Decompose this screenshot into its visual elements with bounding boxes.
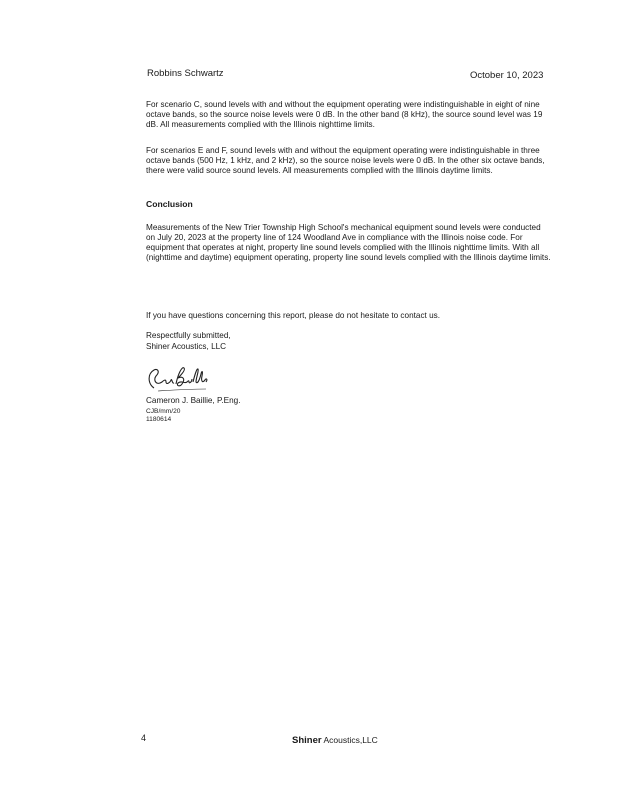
file-number: 1180614 — [146, 416, 172, 423]
recipient-name: Robbins Schwartz — [147, 68, 224, 79]
handwritten-signature — [144, 362, 214, 394]
footer-brand-bold: Shiner — [292, 735, 322, 746]
scenario-c-paragraph: For scenario C, sound levels with and without the equipment operating were indistinguishable in eight of nine octave bands, so the source noise levels were 0 dB. In the other band (8 kHz), the source sound level was 19 dB. All measurements complied with the Illinois nighttime limits. — [146, 100, 543, 130]
salutation: Respectfully submitted, — [146, 331, 231, 340]
footer-brand — [292, 735, 378, 746]
signer-name: Cameron J. Baillie, P.Eng. — [146, 396, 241, 405]
scenario-ef-paragraph: For scenarios E and F, sound levels with and without the equipment operating were indistinguishable in three octave bands (500 Hz, 1 kHz, and 2 kHz), so the source noise levels were 0 dB. In the other six octave bands, there were valid source sound levels. All measurements complied with the Illinois daytime limits. — [146, 146, 545, 176]
conclusion-paragraph: Measurements of the New Trier Township High School's mechanical equipment sound levels were conducted on July 20, 2023 at the property line of 124 Woodland Ave in compliance with the Illinois noise code. For equipment that operates at night, property line sound levels complied with the Illinois nighttime limits. With all (nighttime and daytime) equipment operating, property line sound levels complied with the Illinois daytime limits. — [146, 223, 551, 263]
company-name: Shiner Acoustics, LLC — [146, 342, 227, 351]
reference-initials: CJB/mm/20 — [146, 408, 181, 415]
conclusion-heading: Conclusion — [146, 199, 193, 209]
contact-line: If you have questions concerning this report, please do not hesitate to contact us. — [146, 311, 441, 320]
letter-date: October 10, 2023 — [470, 70, 544, 81]
page-number: 4 — [141, 733, 147, 743]
footer-brand-rest: Acoustics,LLC — [321, 735, 378, 745]
